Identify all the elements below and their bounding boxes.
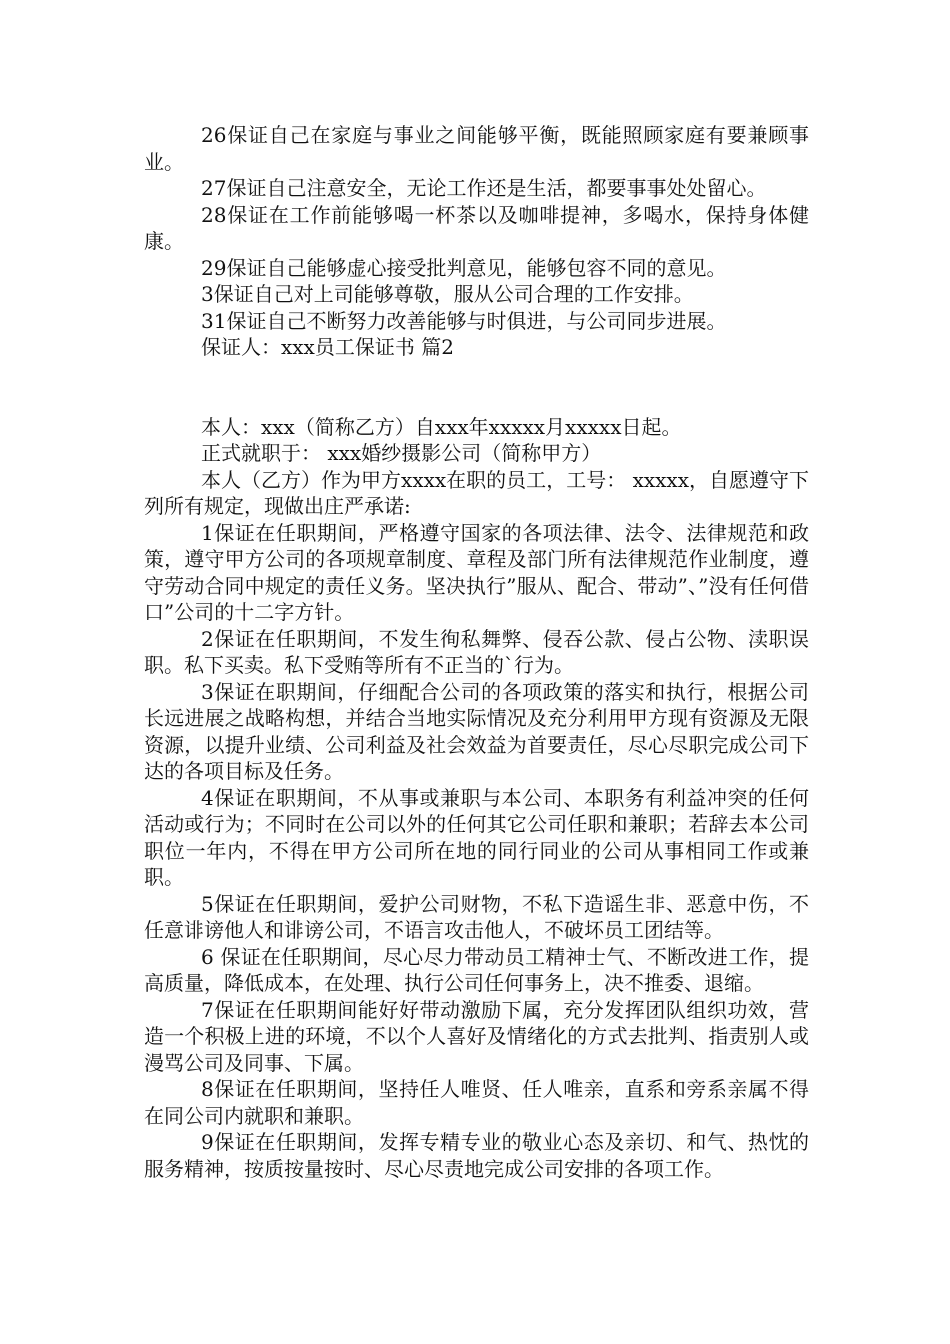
section-spacer [144,361,809,414]
clause-8: 8保证在任职期间，坚持任人唯贤、任人唯亲，直系和旁系亲属不得在同公司内就职和兼职。 [144,1077,809,1128]
guarantor-line: 保证人：xxx员工保证书 篇2 [201,335,454,359]
clause-3: 3保证在职期间，仔细配合公司的各项政策的落实和执行，根据公司长远进展之战略构想，并结合当地实际情况及充分利用甲方现有资源及无限资源，以提升业绩、公司利益及社会效益为首要责任，尽心尽职完成公司下达的各项目标及任务。 [144,679,809,783]
clause-6: 6 保证在任职期间，尽心尽力带动员工精神士气、不断改进工作，提高质量，降低成本，在处理、执行公司任何事务上，决不推委、退缩。 [144,944,809,995]
clause-4: 4保证在职期间，不从事或兼职与本公司、本职务有利益冲突的任何活动或行为；不同时在公司以外的任何其它公司任职和兼职；若辞去本公司职位一年内，不得在甲方公司所在地的同行同业的公司从事相同工作或兼职。 [144,785,809,889]
clause-9: 9保证在任职期间，发挥专精专业的敬业心态及亲切、和气、热忱的服务精神，按质按量按时、尽心尽责地完成公司安排的各项工作。 [144,1130,809,1181]
intro-employer: 正式就职于： xxx婚纱摄影公司（简称甲方） [201,441,602,465]
item-27: 27保证自己注意安全，无论工作还是生活，都要事事处处留心。 [201,176,767,200]
item-3: 3保证自己对上司能够尊敬，服从公司合理的工作安排。 [201,282,694,306]
clause-2: 2保证在任职期间，不发生徇私舞弊、侵吞公款、侵占公物、渎职误职。私下买卖。私下受贿等所有不正当的`行为。 [144,626,809,677]
document-body [144,122,809,1182]
item-26: 26保证自己在家庭与事业之间能够平衡，既能照顾家庭有要兼顾事业。 [144,123,809,174]
clause-5: 5保证在任职期间，爱护公司财物，不私下造谣生非、恶意中伤，不任意诽谤他人和诽谤公司，不语言攻击他人，不破坏员工团结等。 [144,891,809,942]
intro-commitment: 本人（乙方）作为甲方xxxx在职的员工，工号： xxxxx，自愿遵守下列所有规定，现做出庄严承诺: [144,467,809,518]
clause-1: 1保证在任职期间，严格遵守国家的各项法律、法令、法律规范和政策，遵守甲方公司的各项规章制度、章程及部门所有法律规范作业制度，遵守劳动合同中规定的责任义务。坚决执行”服从、配合、带动”、”没有任何借口”公司的十二字方针。 [144,520,809,624]
item-28: 28保证在工作前能够喝一杯茶以及咖啡提神，多喝水，保持身体健康。 [144,202,809,253]
item-31: 31保证自己不断努力改善能够与时俱进，与公司同步进展。 [201,308,727,333]
intro-party-b: 本人：xxx（简称乙方）自xxx年xxxxx月xxxxx日起。 [201,414,682,439]
clause-7: 7保证在任职期间能好好带动激励下属，充分发挥团队组织功效，营造一个积极上进的环境，不以个人喜好及情绪化的方式去批判、指责别人或漫骂公司及同事、下属。 [144,997,809,1075]
item-29: 29保证自己能够虚心接受批判意见，能够包容不同的意见。 [201,255,727,280]
